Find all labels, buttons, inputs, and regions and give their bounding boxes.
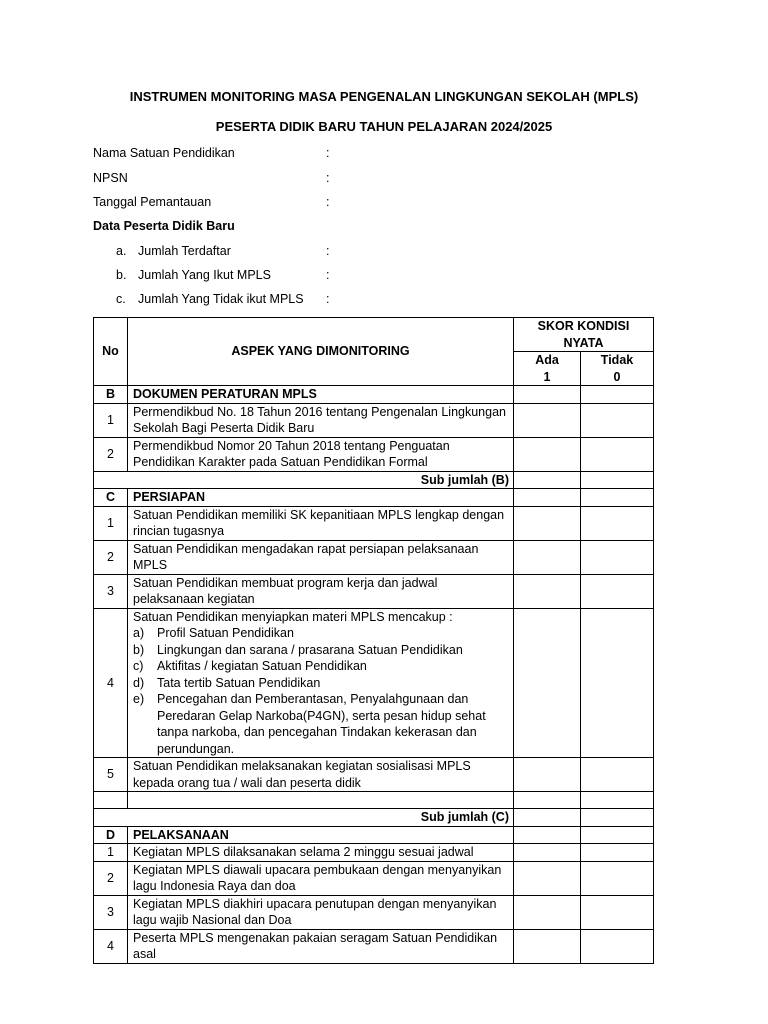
materi-item xyxy=(133,675,509,692)
score-tidak-cell[interactable] xyxy=(581,471,654,489)
score-tidak-cell[interactable] xyxy=(581,574,654,608)
score-ada-cell[interactable] xyxy=(514,792,581,809)
row-no: 4 xyxy=(94,929,128,963)
section-code: C xyxy=(94,489,128,507)
table-row xyxy=(94,861,654,895)
row-no: 5 xyxy=(94,758,128,792)
score-tidak-cell[interactable] xyxy=(581,608,654,758)
score-ada-cell[interactable] xyxy=(514,826,581,844)
row-aspect xyxy=(128,608,514,758)
subtotal-row xyxy=(94,809,654,827)
table-row xyxy=(94,929,654,963)
row-aspect: Satuan Pendidikan membuat program kerja dan jadwal pelaksanaan kegiatan xyxy=(128,574,514,608)
row-no: 2 xyxy=(94,437,128,471)
row-aspect: Satuan Pendidikan melaksanakan kegiatan sosialisasi MPLS kepada orang tua / wali dan peserta didik xyxy=(128,758,514,792)
score-tidak-cell[interactable] xyxy=(581,437,654,471)
field-nama-satuan xyxy=(93,146,329,160)
score-tidak-cell[interactable] xyxy=(581,929,654,963)
row-aspect: Kegiatan MPLS dilaksanakan selama 2 minggu sesuai jadwal xyxy=(128,844,514,862)
peserta-heading: Data Peserta Didik Baru xyxy=(93,219,235,233)
score-ada-cell[interactable] xyxy=(514,403,581,437)
score-ada-cell[interactable] xyxy=(514,758,581,792)
score-ada-cell[interactable] xyxy=(514,861,581,895)
section-row xyxy=(94,826,654,844)
section-row xyxy=(94,386,654,404)
score-ada-cell[interactable] xyxy=(514,506,581,540)
field-npsn xyxy=(93,171,329,185)
materi-item xyxy=(133,625,509,642)
document-subtitle: PESERTA DIDIK BARU TAHUN PELAJARAN 2024/2025 xyxy=(215,119,553,134)
row-no: 1 xyxy=(94,403,128,437)
section-code: B xyxy=(94,386,128,404)
section-title: DOKUMEN PERATURAN MPLS xyxy=(128,386,514,404)
peserta-item xyxy=(116,292,329,306)
table-row xyxy=(94,608,654,758)
materi-text: Tata tertib Satuan Pendidikan xyxy=(157,675,321,690)
row-aspect: Peserta MPLS mengenakan pakaian seragam Satuan Pendidikan asal xyxy=(128,929,514,963)
field-label: NPSN xyxy=(93,171,128,185)
document-title: INSTRUMEN MONITORING MASA PENGENALAN LINGKUNGAN SEKOLAH (MPLS) xyxy=(129,89,639,104)
row-aspect: Satuan Pendidikan mengadakan rapat persiapan pelaksanaan MPLS xyxy=(128,540,514,574)
row-no: 2 xyxy=(94,861,128,895)
score-tidak-cell[interactable] xyxy=(581,489,654,507)
header-skor: SKOR KONDISI NYATA xyxy=(514,318,654,352)
table-row xyxy=(94,506,654,540)
table-row xyxy=(94,403,654,437)
table-row xyxy=(94,574,654,608)
row-aspect: Permendikbud Nomor 20 Tahun 2018 tentang Penguatan Pendidikan Karakter pada Satuan Pendidikan Formal xyxy=(128,437,514,471)
peserta-item xyxy=(116,244,329,258)
row-no: 1 xyxy=(94,506,128,540)
subtotal-row xyxy=(94,471,654,489)
table-row xyxy=(94,437,654,471)
row-no: 3 xyxy=(94,574,128,608)
header-tidak-value: 0 xyxy=(613,369,621,384)
score-ada-cell[interactable] xyxy=(514,386,581,404)
row-no: 1 xyxy=(94,844,128,862)
section-title: PELAKSANAAN xyxy=(128,826,514,844)
row-aspect: Kegiatan MPLS diawali upacara pembukaan dengan menyanyikan lagu Indonesia Raya dan doa xyxy=(128,861,514,895)
materi-text: Profil Satuan Pendidikan xyxy=(157,626,294,640)
empty-row xyxy=(94,792,654,809)
row-aspect: Permendikbud No. 18 Tahun 2016 tentang Pengenalan Lingkungan Sekolah Bagi Peserta Didik Baru xyxy=(128,403,514,437)
header-tidak xyxy=(581,352,654,386)
materi-text: Aktifitas / kegiatan Satuan Pendidikan xyxy=(157,659,367,673)
score-ada-cell[interactable] xyxy=(514,471,581,489)
table-row xyxy=(94,844,654,862)
score-tidak-cell[interactable] xyxy=(581,861,654,895)
score-tidak-cell[interactable] xyxy=(581,809,654,827)
materi-text: Lingkungan dan sarana / prasarana Satuan Pendidikan xyxy=(157,642,463,657)
materi-marker: b) xyxy=(133,642,145,657)
empty-cell xyxy=(128,792,514,809)
field-colon: : xyxy=(326,195,330,209)
subtotal-label: Sub jumlah (B) xyxy=(94,471,514,489)
peserta-item xyxy=(116,268,329,282)
materi-marker: e) xyxy=(133,692,145,706)
header-ada-label: Ada xyxy=(535,353,559,367)
materi-list xyxy=(133,625,509,757)
score-tidak-cell[interactable] xyxy=(581,792,654,809)
header-aspek: ASPEK YANG DIMONITORING xyxy=(128,318,514,386)
materi-text: Pencegahan dan Pemberantasan, Penyalahgunaan dan Peredaran Gelap Narkoba(P4GN), serta pesan hidup sehat tanpa narkoba, dan pencegahan Tindakan kekerasan dan perundungan. xyxy=(157,692,486,756)
score-ada-cell[interactable] xyxy=(514,809,581,827)
score-tidak-cell[interactable] xyxy=(581,403,654,437)
item-label: Jumlah Terdaftar xyxy=(138,244,231,258)
item-marker: a. xyxy=(116,244,127,258)
row-aspect: Kegiatan MPLS diakhiri upacara penutupan dengan menyanyikan lagu wajib Nasional dan Doa xyxy=(128,895,514,929)
score-ada-cell[interactable] xyxy=(514,929,581,963)
item-label: Jumlah Yang Ikut MPLS xyxy=(138,268,271,282)
item-colon: : xyxy=(326,292,330,306)
empty-cell xyxy=(94,792,128,809)
field-label: Tanggal Pemantauan xyxy=(93,195,212,209)
row-no: 2 xyxy=(94,540,128,574)
header-tidak-label: Tidak xyxy=(600,353,634,367)
monitoring-table xyxy=(93,317,654,964)
item-marker: c. xyxy=(116,292,126,306)
materi-marker: c) xyxy=(133,659,144,673)
score-tidak-cell[interactable] xyxy=(581,386,654,404)
table-row xyxy=(94,758,654,792)
materi-item xyxy=(133,691,509,757)
row-aspect-intro: Satuan Pendidikan menyiapkan materi MPLS mencakup : xyxy=(133,609,453,624)
field-tanggal xyxy=(93,195,329,209)
score-ada-cell[interactable] xyxy=(514,437,581,471)
score-tidak-cell[interactable] xyxy=(581,826,654,844)
score-ada-cell[interactable] xyxy=(514,608,581,758)
field-colon: : xyxy=(326,146,330,160)
score-ada-cell[interactable] xyxy=(514,574,581,608)
field-label: Nama Satuan Pendidikan xyxy=(93,146,235,160)
score-tidak-cell[interactable] xyxy=(581,506,654,540)
table-row xyxy=(94,540,654,574)
item-colon: : xyxy=(326,268,330,282)
item-label: Jumlah Yang Tidak ikut MPLS xyxy=(138,292,304,306)
score-tidak-cell[interactable] xyxy=(581,895,654,929)
item-colon: : xyxy=(326,244,330,258)
row-aspect: Satuan Pendidikan memiliki SK kepanitiaan MPLS lengkap dengan rincian tugasnya xyxy=(128,506,514,540)
score-ada-cell[interactable] xyxy=(514,844,581,862)
materi-marker: d) xyxy=(133,675,145,690)
section-row xyxy=(94,489,654,507)
score-ada-cell[interactable] xyxy=(514,895,581,929)
header-ada-value: 1 xyxy=(543,369,551,384)
score-ada-cell[interactable] xyxy=(514,489,581,507)
score-tidak-cell[interactable] xyxy=(581,540,654,574)
subtotal-label: Sub jumlah (C) xyxy=(94,809,514,827)
row-no: 3 xyxy=(94,895,128,929)
section-code: D xyxy=(94,826,128,844)
table-row xyxy=(94,895,654,929)
materi-item xyxy=(133,642,509,659)
materi-marker: a) xyxy=(133,626,145,640)
score-ada-cell[interactable] xyxy=(514,540,581,574)
score-tidak-cell[interactable] xyxy=(581,758,654,792)
score-tidak-cell[interactable] xyxy=(581,844,654,862)
item-marker: b. xyxy=(116,268,127,282)
field-colon: : xyxy=(326,171,330,185)
row-no: 4 xyxy=(94,608,128,758)
materi-item xyxy=(133,658,509,675)
header-ada xyxy=(514,352,581,386)
table-header-row xyxy=(94,318,654,352)
section-title: PERSIAPAN xyxy=(128,489,514,507)
header-no: No xyxy=(94,318,128,386)
